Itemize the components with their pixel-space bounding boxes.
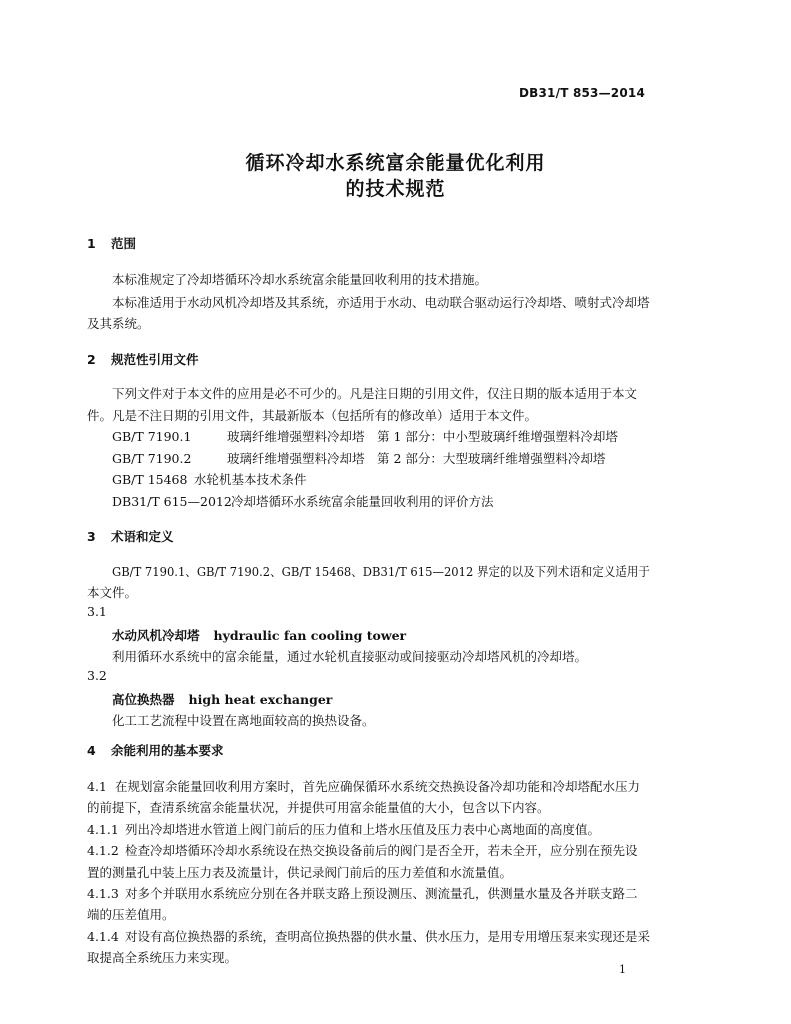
clause-continuation: 置的测量孔中装上压力表及流量计，供记录阀门前后的压力差值和水流量值。 bbox=[87, 865, 513, 880]
clause-text: 对设有高位换热器的系统，查明高位换热器的供水量、供水压力，是用专用增压泵来实现还是采 bbox=[125, 929, 651, 944]
term-chinese: 水动风机冷却塔 bbox=[112, 628, 200, 643]
clause-number: 4.1 bbox=[87, 779, 107, 794]
paragraph-continuation: 及其系统。 bbox=[87, 316, 150, 331]
paragraph: 本标准规定了冷却塔循环冷却水系统富余能量回收利用的技术措施。 bbox=[112, 272, 488, 287]
section-3-heading bbox=[87, 527, 174, 545]
paragraph-continuation: 本文件。 bbox=[87, 585, 138, 600]
clause-text: 在规划富余能量回收利用方案时，首先应确保循环水系统交热换设备冷却功能和冷却塔配水压力 bbox=[115, 779, 641, 794]
paragraph: 下列文件对于本文件的应用是必不可少的。凡是注日期的引用文件，仅注日期的版本适用于本文 bbox=[112, 386, 638, 401]
clause-continuation: 端的压差值用。 bbox=[87, 907, 175, 922]
term-chinese: 高位换热器 bbox=[112, 692, 175, 707]
reference-title: 冷却塔循环水系统富余能量回收利用的评价方法 bbox=[231, 494, 494, 509]
term-definition: 化工工艺流程中设置在离地面较高的换热设备。 bbox=[112, 713, 375, 728]
section-number: 4 bbox=[87, 743, 96, 758]
clause-number: 4.1.2 bbox=[87, 843, 119, 858]
title-line-1: 循环冷却水系统富余能量优化利用 bbox=[245, 152, 546, 174]
section-title: 规范性引用文件 bbox=[111, 352, 199, 367]
clause-number: 4.1.3 bbox=[87, 886, 119, 901]
reference-code: GB/T 7190.1 bbox=[112, 429, 192, 444]
term-heading bbox=[112, 626, 406, 644]
clause bbox=[87, 884, 638, 902]
clause bbox=[87, 841, 638, 859]
clause-text: 列出冷却塔进水管道上阀门前后的压力值和上塔水压值及压力表中心离地面的高度值。 bbox=[125, 822, 601, 837]
reference-code: GB/T 15468 bbox=[112, 472, 188, 487]
clause-continuation: 的前提下，查清系统富余能量状况，并提供可用富余能量值的大小，包含以下内容。 bbox=[87, 800, 550, 815]
clause-continuation: 取提高全系统压力来实现。 bbox=[87, 950, 238, 965]
reference-title: 玻璃纤维增强塑料冷却塔 第 2 部分：大型玻璃纤维增强塑料冷却塔 bbox=[227, 451, 606, 466]
clause-text: 检查冷却塔循环冷却水系统设在热交换设备前后的阀门是否全开，若未全开，应分别在预先设 bbox=[125, 843, 638, 858]
term-number: 3.1 bbox=[87, 604, 107, 619]
reference-item bbox=[112, 470, 307, 488]
clause-text: 对多个并联用水系统应分别在各并联支路上预设测压、测流量孔，供测量水量及各并联支路二 bbox=[125, 886, 638, 901]
section-title: 术语和定义 bbox=[111, 529, 174, 544]
term-number: 3.2 bbox=[87, 668, 107, 683]
reference-title: 水轮机基本技术条件 bbox=[194, 472, 307, 487]
clause bbox=[87, 777, 640, 795]
reference-item bbox=[112, 427, 618, 445]
section-title: 余能利用的基本要求 bbox=[111, 743, 224, 758]
section-1-heading bbox=[87, 234, 136, 252]
section-4-heading bbox=[87, 741, 224, 759]
clause bbox=[87, 927, 650, 945]
term-english: high heat exchanger bbox=[188, 692, 333, 707]
term-definition: 利用循环水系统中的富余能量，通过水轮机直接驱动或间接驱动冷却塔风机的冷却塔。 bbox=[112, 649, 588, 664]
section-number: 1 bbox=[87, 236, 96, 251]
paragraph: GB/T 7190.1、GB/T 7190.2、GB/T 15468、DB31/T 615—2012 界定的以及下列术语和定义适用于 bbox=[112, 564, 650, 579]
section-number: 3 bbox=[87, 529, 96, 544]
reference-item bbox=[112, 449, 605, 467]
clause-number: 4.1.1 bbox=[87, 822, 119, 837]
term-english: hydraulic fan cooling tower bbox=[213, 628, 407, 643]
reference-title: 玻璃纤维增强塑料冷却塔 第 1 部分：中小型玻璃纤维增强塑料冷却塔 bbox=[227, 429, 618, 444]
paragraph: 本标准适用于水动风机冷却塔及其系统，亦适用于水动、电动联合驱动运行冷却塔、喷射式冷却塔 bbox=[112, 295, 650, 310]
clause bbox=[87, 820, 600, 838]
title-line-2: 的技术规范 bbox=[345, 178, 446, 200]
section-number: 2 bbox=[87, 352, 96, 367]
reference-item bbox=[112, 492, 494, 510]
paragraph-continuation: 件。凡是不注日期的引用文件，其最新版本（包括所有的修改单）适用于本文件。 bbox=[87, 408, 538, 423]
section-2-heading bbox=[87, 350, 199, 368]
reference-code: GB/T 7190.2 bbox=[112, 451, 192, 466]
term-heading bbox=[112, 690, 332, 708]
reference-code: DB31/T 615—2012 bbox=[112, 494, 232, 509]
page-number: 1 bbox=[619, 963, 626, 976]
clause-number: 4.1.4 bbox=[87, 929, 119, 944]
standard-number: DB31/T 853—2014 bbox=[519, 86, 645, 100]
section-title: 范围 bbox=[111, 236, 137, 251]
